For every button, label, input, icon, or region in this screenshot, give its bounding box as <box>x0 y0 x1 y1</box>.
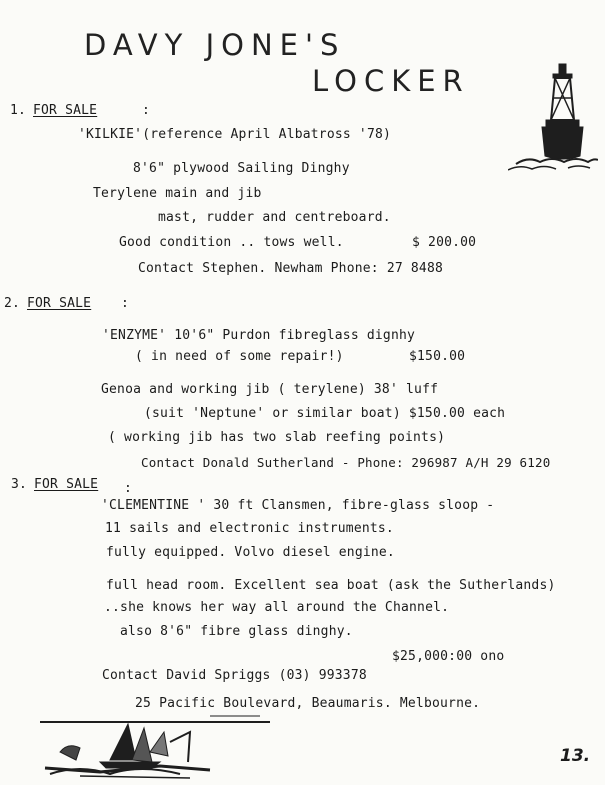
ad-1-line-4: mast, rudder and centreboard. <box>158 210 391 225</box>
ad-1-line-7: Contact Stephen. Newham Phone: 27 8488 <box>138 261 444 276</box>
ad-1-price: $ 200.00 <box>412 235 477 250</box>
ad-2-heading: FOR SALE <box>27 296 92 311</box>
title-line-1: DAVY JONE'S <box>84 28 346 62</box>
title-line-2: LOCKER <box>312 64 470 98</box>
ad-1-heading: FOR SALE <box>33 103 98 118</box>
ad-2-price: $150.00 <box>409 349 466 364</box>
ad-2-number: 2. <box>4 296 21 311</box>
ad-1-line-2: 8'6" plywood Sailing Dinghy <box>133 161 350 176</box>
ad-1-number: 1. <box>10 103 27 118</box>
ad-1-line-1: 'KILKIE'(reference April Albatross '78) <box>78 127 392 142</box>
ad-3-heading: FOR SALE <box>34 477 99 492</box>
ad-1-line-3: Terylene main and jib <box>93 186 262 201</box>
ad-2-colon: : <box>121 296 130 311</box>
ad-2-line-7: Contact Donald Sutherland - Phone: 296987 A/H 29 6120 <box>141 455 551 470</box>
sailing-boats-icon <box>40 712 270 782</box>
ad-3-colon: : <box>124 481 133 496</box>
ad-3-line-1: 'CLEMENTINE ' 30 ft Clansmen, fibre-glass sloop - <box>101 498 495 513</box>
ad-3-line-5: ..she knows her way all around the Channel. <box>104 600 450 615</box>
ad-1-colon: : <box>142 103 151 118</box>
ad-2-line-1: 'ENZYME' 10'6" Purdon fibreglass dignhy <box>102 328 416 343</box>
ad-3-price: $25,000:00 ono <box>392 649 505 664</box>
channel-marker-buoy-icon <box>508 60 598 180</box>
ad-3-number: 3. <box>11 477 28 492</box>
ad-2-line-6: ( working jib has two slab reefing points) <box>108 430 446 445</box>
ad-3-line-8: Contact David Spriggs (03) 993378 <box>102 668 367 683</box>
page-number: 13. <box>560 746 591 766</box>
ad-2-line-5: (suit 'Neptune' or similar boat) $150.00 each <box>144 406 506 421</box>
ad-3-line-6: also 8'6" fibre glass dinghy. <box>120 624 353 639</box>
ad-3-line-4: full head room. Excellent sea boat (ask the Sutherlands) <box>106 578 556 593</box>
ad-1-line-5: Good condition .. tows well. <box>119 235 344 250</box>
ad-2-line-2: ( in need of some repair!) <box>135 349 344 364</box>
ad-3-line-2: 11 sails and electronic instruments. <box>105 521 394 536</box>
ad-2-line-4: Genoa and working jib ( terylene) 38' luff <box>101 382 439 397</box>
ad-3-line-9: 25 Pacific Boulevard, Beaumaris. Melbourne. <box>135 696 481 711</box>
ad-3-line-3: fully equipped. Volvo diesel engine. <box>106 545 395 560</box>
